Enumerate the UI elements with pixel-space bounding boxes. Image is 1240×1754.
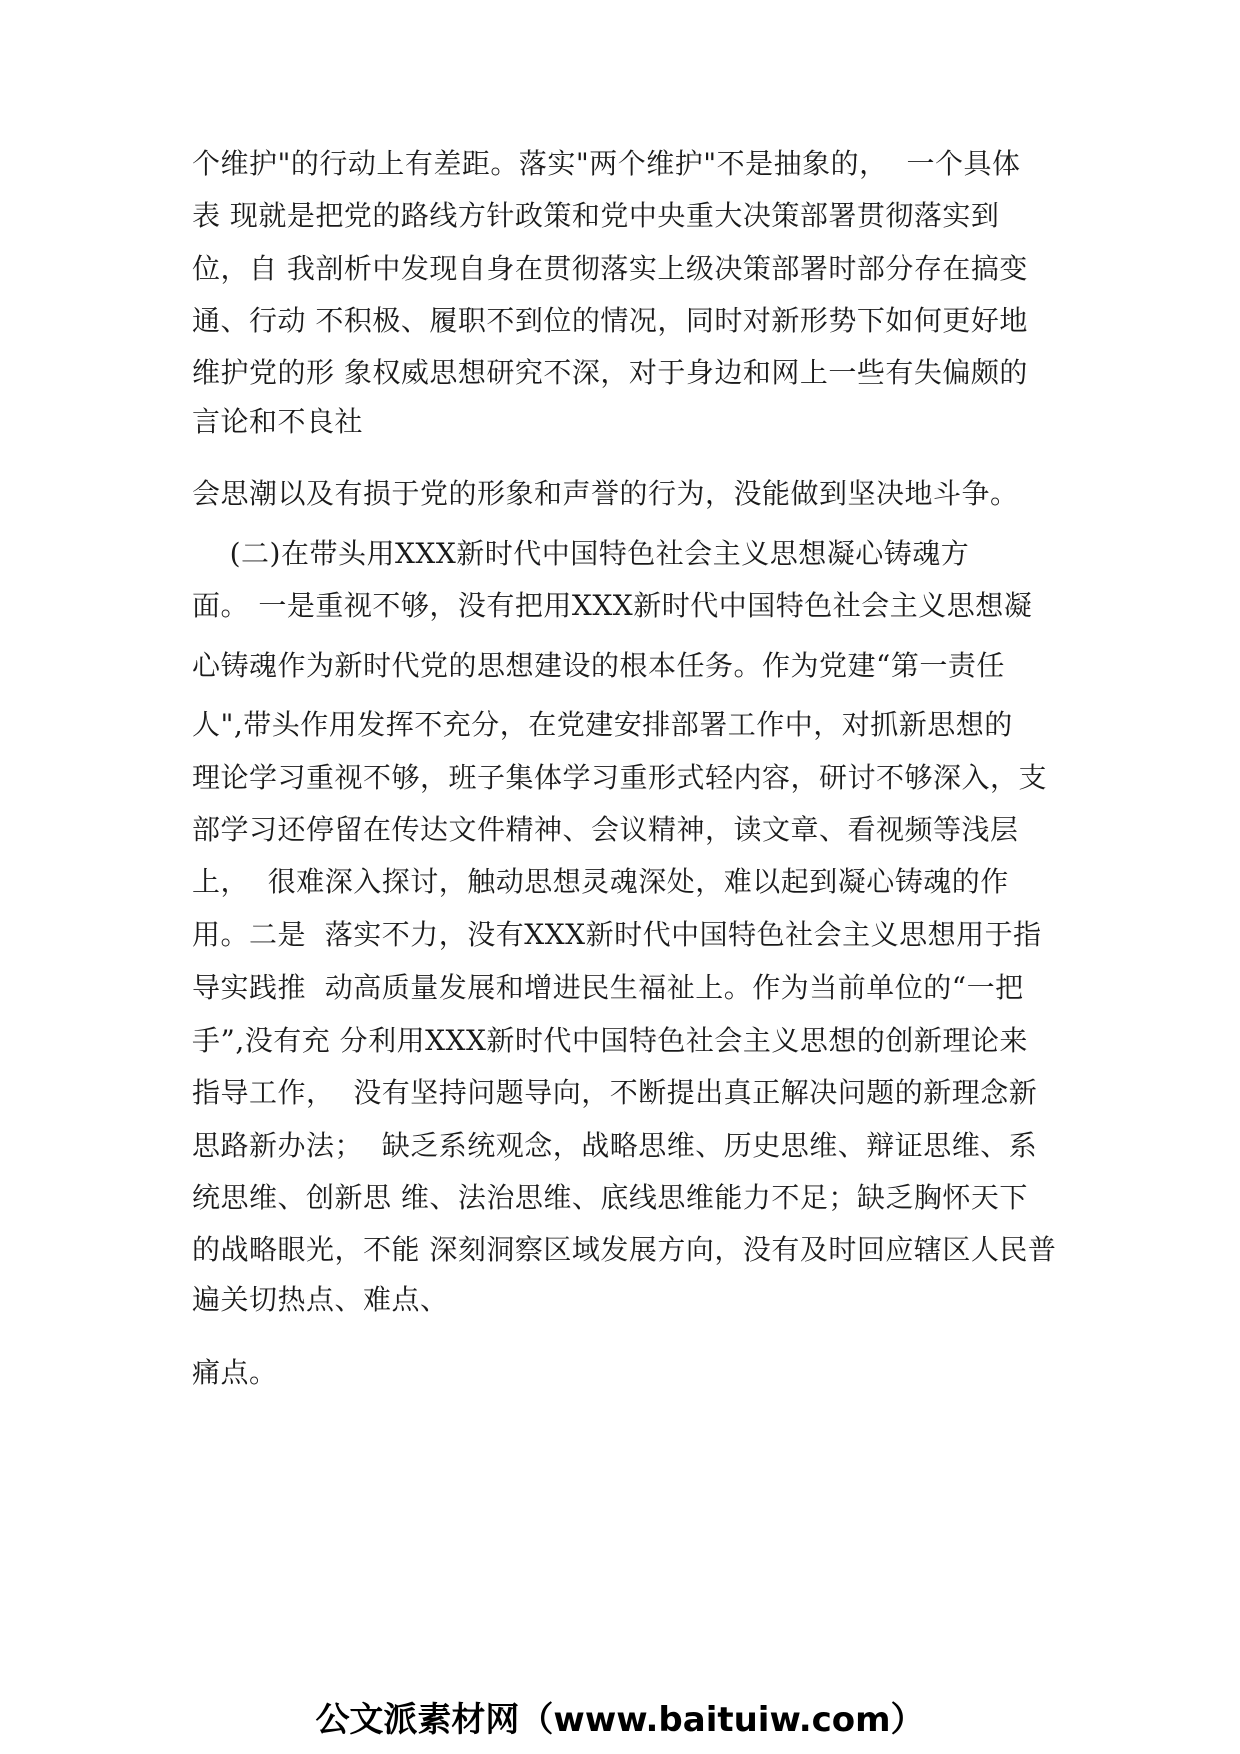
text-line: 心铸魂作为新时代党的思想建设的根本任务。作为党建“第一责任 <box>192 649 1005 682</box>
text-line: 手”,没有充 分利用XXX新时代中国特色社会主义思想的创新理论来 <box>192 1024 1028 1057</box>
text-line: 导实践推 动高质量发展和增进民生福祉上。作为当前单位的“一把 <box>192 971 1024 1004</box>
text-line: 统思维、创新思 维、法治思维、底线思维能力不足；缺乏胸怀天下 <box>192 1181 1028 1214</box>
text-line: 痛点。 <box>192 1356 278 1389</box>
section-heading: (二)在带头用XXX新时代中国特色社会主义思想凝心铸魂方 <box>192 537 970 570</box>
text-line: 人",带头作用发挥不充分，在党建安排部署工作中，对抓新思想的 <box>192 708 1013 741</box>
text-line: 表 现就是把党的路线方针政策和党中央重大决策部署贯彻落实到 <box>192 199 1000 232</box>
text-line: 通、行动 不积极、履职不到位的情况，同时对新形势下如何更好地 <box>192 304 1028 337</box>
footer-watermark: 公文派素材网（www.baituiw.com） <box>315 1700 925 1740</box>
text-line: 理论学习重视不够，班子集体学习重形式轻内容，研讨不够深入，支 <box>192 761 1048 794</box>
text-line: 位，自 我剖析中发现自身在贯彻落实上级决策部署时部分存在搞变 <box>192 252 1028 285</box>
text-line: 个维护"的行动上有差距。落实"两个维护"不是抽象的， 一个具体 <box>192 147 1021 180</box>
text-line: 会思潮以及有损于党的形象和声誉的行为，没能做到坚决地斗争。 <box>192 477 1019 510</box>
text-line: 指导工作， 没有坚持问题导向，不断提出真正解决问题的新理念新 <box>192 1076 1038 1109</box>
text-line: 思路新办法； 缺乏系统观念，战略思维、历史思维、辩证思维、系 <box>192 1129 1038 1162</box>
text-line: 遍关切热点、难点、 <box>192 1283 449 1316</box>
text-line: 用。二是 落实不力，没有XXX新时代中国特色社会主义思想用于指 <box>192 918 1042 951</box>
text-line: 面。 一是重视不够，没有把用XXX新时代中国特色社会主义思想凝 <box>192 589 1033 622</box>
text-line: 部学习还停留在传达文件精神、会议精神，读文章、看视频等浅层 <box>192 813 1019 846</box>
text-line: 的战略眼光，不能 深刻洞察区域发展方向，没有及时回应辖区人民普 <box>192 1233 1057 1266</box>
text-line: 维护党的形 象权威思想研究不深，对于身边和网上一些有失偏颇的 <box>192 356 1028 389</box>
text-line: 上， 很难深入探讨，触动思想灵魂深处，难以起到凝心铸魂的作 <box>192 865 1009 898</box>
text-line: 言论和不良社 <box>192 405 364 438</box>
